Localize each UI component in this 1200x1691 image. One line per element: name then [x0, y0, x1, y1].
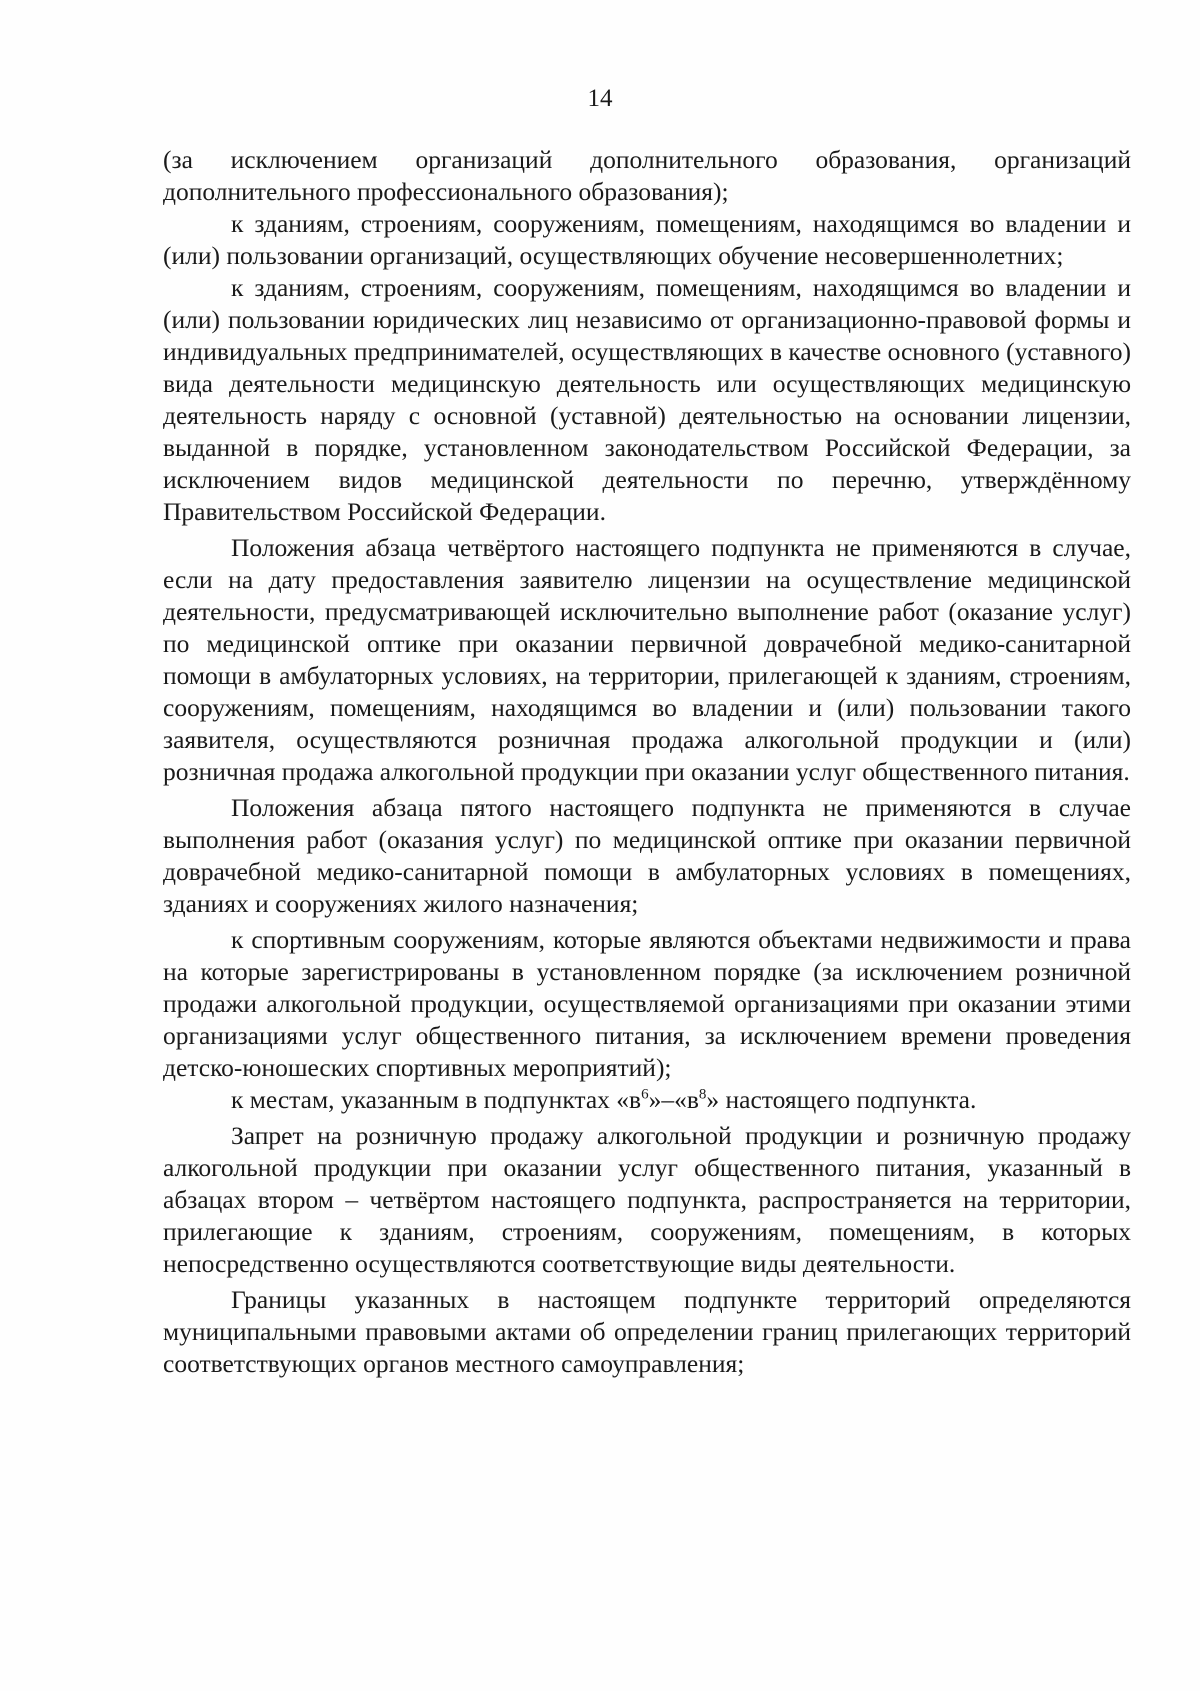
places-middle: »–«в [648, 1085, 699, 1114]
places-suffix: » настоящего подпункта. [706, 1085, 977, 1114]
paragraph: Положения абзаца пятого настоящего подпункта не применяются в случае выполнения работ (оказания услуг) по медицинской оптике при оказании первичной доврачебной медико-санитарной помощи в амбулаторных условиях в помещениях, зданиях и сооружениях жилого назначения; [163, 793, 1131, 918]
paragraph: к зданиям, строениям, сооружениям, помещениям, находящимся во владении и (или) пользовании организаций, осуществляющих обучение несовершеннолетних; [163, 209, 1131, 270]
paragraph: (за исключением организаций дополнительного образования, организаций дополнительного профессионального образования); [163, 145, 1131, 206]
superscript: 8 [698, 1086, 707, 1103]
document-body [163, 144, 1131, 1380]
page-number: 14 [587, 85, 613, 112]
superscript: 6 [641, 1086, 649, 1103]
paragraph: Границы указанных в настоящем подпункте территорий определяются муниципальными правовыми актами об определении границ прилегающих территорий соответствующих органов местного самоуправления; [163, 1285, 1131, 1378]
places-paragraph [163, 1084, 1131, 1116]
places-prefix: к местам, указанным в подпунктах «в [231, 1085, 642, 1114]
paragraph: к зданиям, строениям, сооружениям, помещениям, находящимся во владении и (или) пользовании юридических лиц независимо от организационно-правовой формы и индивидуальных предпринимателей, осуществляющих в качестве основного (уставного) вида деятельности медицинскую деятельность или осуществляющих медицинскую деятельность наряду с основной (уставной) деятельностью на основании лицензии, выданной в порядке, установленном законодательством Российской Федерации, за исключением видов медицинской деятельности по перечню, утверждённому Правительством Российской Федерации. [163, 273, 1131, 526]
paragraph: Запрет на розничную продажу алкогольной продукции и розничную продажу алкогольной продукции при оказании услуг общественного питания, указанный в абзацах втором – четвёртом настоящего подпункта, распространяется на территории, прилегающие к зданиям, строениям, сооружениям, помещениям, в которых непосредственно осуществляются соответствующие виды деятельности. [163, 1121, 1131, 1278]
paragraph: Положения абзаца четвёртого настоящего подпункта не применяются в случае, если на дату предоставления заявителю лицензии на осуществление медицинской деятельности, предусматривающей исключительно выполнение работ (оказание услуг) по медицинской оптике при оказании первичной доврачебной медико-санитарной помощи в амбулаторных условиях, на территории, прилегающей к зданиям, строениям, сооружениям, помещениям, находящимся во владении и (или) пользовании такого заявителя, осуществляются розничная продажа алкогольной продукции и (или) розничная продажа алкогольной продукции при оказании услуг общественного питания. [163, 533, 1131, 786]
paragraph: к спортивным сооружениям, которые являются объектами недвижимости и права на которые зарегистрированы в установленном порядке (за исключением розничной продажи алкогольной продукции, осуществляемой организациями при оказании этими организациями услуг общественного питания, за исключением времени проведения детско-юношеских спортивных мероприятий); [163, 925, 1131, 1082]
